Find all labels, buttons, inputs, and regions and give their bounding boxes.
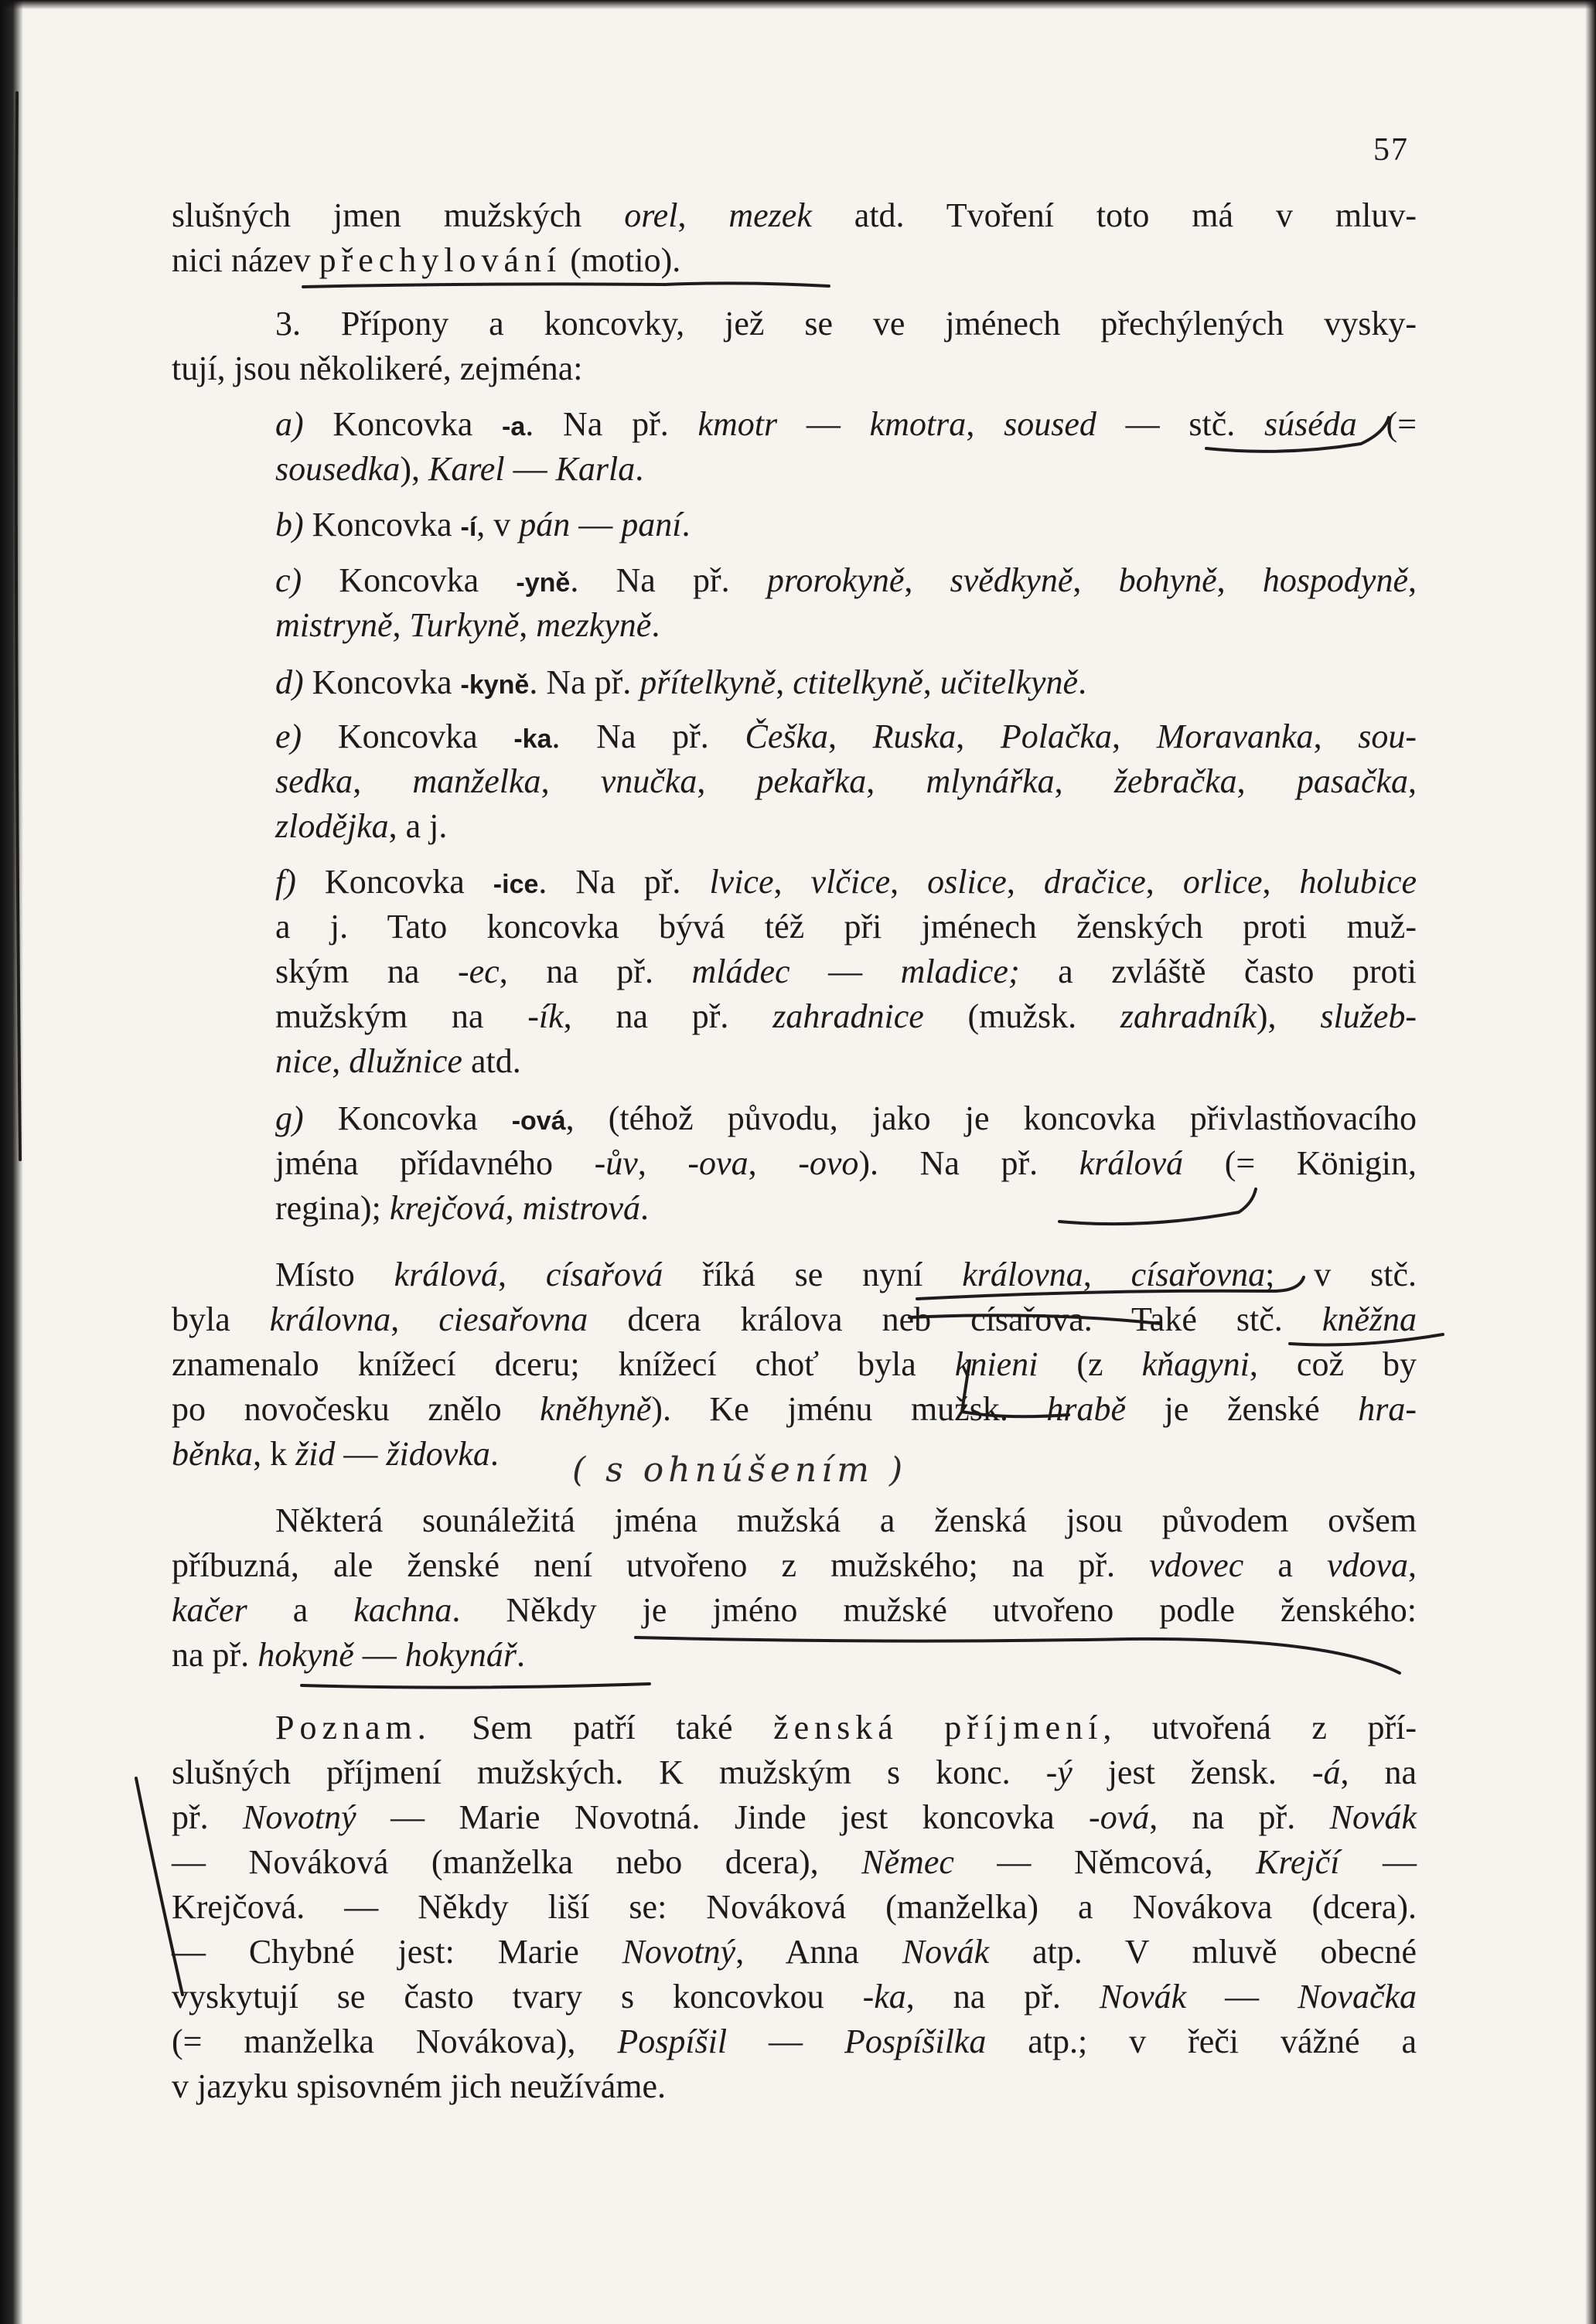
text-run: . Někdy je jméno mužské utvořeno podle ženského: [452, 1591, 1417, 1629]
text-line [172, 1342, 1417, 1387]
text-run: . [681, 506, 691, 544]
text-run: vyskytují se často tvary s koncovkou [172, 1978, 863, 2016]
text-run: prorokyně [766, 561, 905, 599]
text-run: a zvláště často proti [1019, 952, 1417, 990]
text-run: , k [253, 1435, 296, 1473]
text-run: sousedka [275, 450, 401, 488]
text-run: — Němcová, [953, 1843, 1257, 1881]
text-run: Polačka [1000, 717, 1113, 755]
text-run: . [651, 606, 660, 644]
text-run: . [489, 1435, 499, 1473]
text-line [275, 949, 1417, 994]
text-run: . [516, 1636, 525, 1674]
text-run: , na př. [563, 997, 773, 1035]
text-run: , [1408, 762, 1417, 800]
text-run: Poznam. [275, 1709, 431, 1746]
text-run: zlodějka [275, 807, 389, 845]
text-run: po novočesku znělo [172, 1390, 541, 1428]
text-run: nice [275, 1042, 332, 1080]
text-run: hrabě [1046, 1390, 1127, 1428]
text-run: , [332, 1042, 350, 1080]
text-run: — Chybné jest: Marie [172, 1933, 622, 1971]
text-run: , [498, 1256, 546, 1293]
text-line [172, 2019, 1417, 2064]
text-run: Karla [555, 450, 636, 488]
text-run: , [1236, 762, 1297, 800]
text-run: — Nováková (manželka nebo dcera), [172, 1843, 862, 1881]
text-run: kňagyni [1141, 1345, 1250, 1383]
text-run: a [247, 1591, 354, 1629]
text-run: Některá sounáležitá jména mužská a ženská jsou původem ovšem [275, 1501, 1417, 1539]
text-line [172, 1387, 1417, 1432]
text-run: , na [1340, 1753, 1417, 1791]
text-run: dračice [1043, 863, 1146, 901]
text-run: . [1078, 663, 1087, 701]
text-run: , [1313, 717, 1359, 755]
text-run: , [866, 762, 926, 800]
text-run: — [570, 506, 622, 544]
text-run: , [1112, 717, 1157, 755]
text-run: učitelkyně [940, 663, 1079, 701]
text-line [172, 1297, 1417, 1342]
text-run: mistryně [275, 606, 393, 644]
text-line [275, 447, 1417, 492]
text-run: a j. Tato koncovka bývá též při jménech ženských proti muž- [275, 908, 1417, 946]
text-run: Koncovka [303, 506, 461, 544]
text-run: Koncovka [302, 561, 517, 599]
text-run: . Na př. [538, 863, 710, 901]
text-run: , [904, 561, 950, 599]
text-run: mezkyně [536, 606, 652, 644]
text-run: jména přídavného [275, 1144, 595, 1182]
text-run: slušných jmen mužských [172, 196, 625, 234]
text-run: , [1006, 863, 1044, 901]
text-run: ; v stč. [1265, 1256, 1417, 1293]
text-run: Novotný [243, 1798, 356, 1836]
text-run: orlice [1182, 863, 1263, 901]
text-run: ). Na př. [858, 1144, 1079, 1182]
text-run: -kyně [460, 670, 530, 700]
text-run: (= Königin, [1183, 1144, 1417, 1182]
text-run: svědkyně [950, 561, 1073, 599]
text-line [172, 193, 1417, 238]
text-run: d) [275, 663, 304, 701]
text-run: služeb- [1320, 997, 1417, 1035]
text-run: Koncovka [303, 663, 461, 701]
text-run: c) [275, 561, 302, 599]
text-run: . Na př. [570, 561, 767, 599]
text-run: — [504, 450, 556, 488]
text-line [172, 1795, 1417, 1840]
text-run: b) [275, 506, 304, 544]
text-run: nici název [172, 241, 319, 279]
text-run: přítelkyně [639, 663, 776, 701]
text-line [275, 860, 1417, 905]
text-run: — [777, 405, 870, 443]
text-run: (z [1038, 1345, 1142, 1383]
text-run: -ova [687, 1144, 749, 1182]
text-run: kněhyně [540, 1390, 652, 1428]
text-run: vdovec [1149, 1546, 1244, 1584]
text-run: — [789, 952, 901, 990]
text-run: , [637, 1144, 688, 1182]
text-run: — [1339, 1843, 1417, 1881]
text-run: Koncovka [302, 717, 514, 755]
text-run: mužským na [275, 997, 528, 1035]
book-spine-shadow [0, 0, 23, 2324]
text-run: , [1216, 561, 1263, 599]
text-run: . [635, 450, 644, 488]
text-run: -ovo [798, 1144, 859, 1182]
text-run: , [828, 717, 873, 755]
text-run: f) [275, 863, 296, 901]
text-run: holubice [1299, 863, 1417, 901]
text-run: Novák [1099, 1978, 1187, 2016]
text-line [172, 2064, 1417, 2109]
text-run: , [1408, 561, 1417, 599]
text-run: mezek [728, 196, 812, 234]
text-run: ), [1256, 997, 1321, 1035]
text-run: Koncovka [303, 405, 503, 443]
text-line [172, 1588, 1417, 1633]
text-run: , na př. [1149, 1798, 1330, 1836]
text-line [275, 905, 1417, 949]
text-run: -a [502, 412, 526, 441]
text-run: mlynářka [926, 762, 1055, 800]
text-run: , [677, 196, 729, 234]
text-run: , [1083, 1256, 1131, 1293]
text-run: -ka [862, 1978, 906, 2016]
handwritten-note: ( s ohnúšením ) [572, 1450, 908, 1490]
text-line [275, 994, 1417, 1039]
text-run: oslice [927, 863, 1007, 901]
text-run: vlčice [810, 863, 891, 901]
text-run: lvice [709, 863, 774, 901]
text-line [275, 558, 1417, 603]
text-run: kmotr [697, 405, 778, 443]
text-run: hokynář [404, 1636, 517, 1674]
text-line [275, 1141, 1417, 1186]
text-run: atd. [462, 1042, 521, 1080]
text-run: , [1408, 1546, 1417, 1584]
text-line [275, 714, 1417, 759]
text-run: sedka [275, 762, 353, 800]
text-run: , Anna [735, 1933, 902, 1971]
text-run: králová [394, 1256, 498, 1293]
text-run: ciesařovna [438, 1300, 588, 1338]
text-run: mistrová [522, 1189, 641, 1227]
text-run: -ová [1089, 1798, 1150, 1836]
text-run: súséda [1264, 405, 1357, 443]
text-run: sou- [1358, 717, 1417, 755]
text-run: , [748, 1144, 799, 1182]
text-run: Novák [902, 1933, 990, 1971]
text-run: v jazyku spisovném jich neužíváme. [172, 2067, 667, 2105]
text-run: císařová [545, 1256, 663, 1293]
top-edge-shadow [0, 0, 1596, 9]
text-run: — Marie Novotná. Jinde jest koncovka [356, 1798, 1090, 1836]
text-run: g) [275, 1099, 304, 1137]
text-run: — [353, 1636, 405, 1674]
text-line [172, 1750, 1417, 1795]
text-run: -ice [493, 870, 539, 899]
text-run: , [390, 1300, 439, 1338]
text-run: císařovna [1130, 1256, 1266, 1293]
text-run: zahradník [1120, 997, 1257, 1035]
text-run: , [922, 663, 940, 701]
text-run: , [541, 762, 601, 800]
text-run: (motio). [561, 241, 681, 279]
text-run: (= [1356, 405, 1417, 443]
text-line [275, 1252, 1417, 1297]
text-run: , [1073, 561, 1119, 599]
text-run: hra- [1358, 1390, 1417, 1428]
text-run: , [1262, 863, 1300, 901]
text-run: kmotra [869, 405, 967, 443]
text-run: vdova [1326, 1546, 1408, 1584]
text-run: . Na př. [551, 717, 745, 755]
text-run: , [956, 717, 1001, 755]
text-line [172, 1543, 1417, 1588]
text-run: hokyně [257, 1636, 354, 1674]
text-run: -á [1311, 1753, 1341, 1791]
text-run: Turkyně [409, 606, 520, 644]
text-run: , v [476, 506, 520, 544]
text-run: Pospíšil [617, 2022, 728, 2060]
text-run: Krejčí [1256, 1843, 1340, 1881]
text-run: -ová [511, 1106, 566, 1136]
text-line [275, 1706, 1417, 1750]
text-run: královna [962, 1256, 1083, 1293]
text-run: -ý [1045, 1753, 1073, 1791]
text-run: Pospíšilka [844, 2022, 987, 2060]
text-line [275, 660, 1417, 705]
text-run: krejčová [389, 1189, 506, 1227]
text-run: na př. [172, 1636, 258, 1674]
text-run: Moravanka [1156, 717, 1314, 755]
text-run: . [640, 1189, 650, 1227]
text-run: mladice; [900, 952, 1020, 990]
text-line [172, 238, 1417, 283]
text-run: říká se nyní [663, 1256, 963, 1293]
text-run: Češka [745, 717, 828, 755]
text-run: (= manželka Novákova), [172, 2022, 618, 2060]
text-run: paní [621, 506, 682, 544]
text-run: vnučka [600, 762, 697, 800]
text-run: -ův [594, 1144, 638, 1182]
text-run: žid [295, 1435, 336, 1473]
text-run: . Na př. [525, 405, 698, 443]
text-run: , a j. [388, 807, 448, 845]
text-run: -ec [457, 952, 500, 990]
text-run: , na př. [905, 1978, 1100, 2016]
text-run: ctitelkyně [793, 663, 923, 701]
text-run: Koncovka [303, 1099, 512, 1137]
text-run: zahradnice [772, 997, 924, 1035]
text-run: , na př. [499, 952, 692, 990]
text-run: Koncovka [295, 863, 493, 901]
text-run: , [966, 405, 1004, 443]
text-run: Němec [861, 1843, 954, 1881]
text-run: židovka [386, 1435, 490, 1473]
text-run: dlužnice [349, 1042, 462, 1080]
text-run: orel [624, 196, 678, 234]
text-run: znamenalo knížecí dceru; knížecí choť byla [172, 1345, 955, 1383]
text-run: , [773, 863, 811, 901]
text-run: slušných příjmení mužských. K mužským s konc. [172, 1753, 1046, 1791]
underline-prechylovani [303, 283, 829, 287]
text-run: a) [275, 405, 304, 443]
text-run: Novotný [622, 1933, 736, 1971]
underline-hokyne [302, 1684, 650, 1688]
text-run: , [1145, 863, 1183, 901]
text-line [172, 346, 1417, 391]
text-run: , což by [1249, 1345, 1417, 1383]
text-run: byla [172, 1300, 270, 1338]
text-run: tují, jsou několikeré, zejména: [172, 349, 583, 387]
text-run: a [1243, 1546, 1327, 1584]
text-run: kačer [172, 1591, 247, 1629]
text-run: soused [1004, 405, 1096, 443]
text-run: , [505, 1189, 523, 1227]
text-run: králová [1079, 1144, 1184, 1182]
text-run: . Na př. [529, 663, 640, 701]
text-run: Novák [1329, 1798, 1417, 1836]
text-run: královna [269, 1300, 391, 1338]
text-run: je ženské [1126, 1390, 1359, 1428]
text-run: manželka [412, 762, 541, 800]
text-run: regina); [275, 1189, 390, 1227]
text-line [172, 1975, 1417, 2019]
text-line [275, 402, 1417, 447]
text-run: , [353, 762, 413, 800]
text-run: jest žensk. [1072, 1753, 1312, 1791]
text-run: přechylování [319, 241, 562, 279]
text-run: dcera králova neb císařova. Také stč. [588, 1300, 1322, 1338]
text-run: — [1186, 1978, 1298, 2016]
text-run: pasačka [1296, 762, 1409, 800]
text-run: -í [460, 513, 477, 542]
text-run: 3. Přípony a koncovky, jež se ve jménech přechýlených vysky- [275, 305, 1417, 342]
text-run: ským na [275, 952, 458, 990]
text-run: , utvořená z pří- [1103, 1709, 1417, 1746]
text-run: atp.; v řeči vážné a [986, 2022, 1417, 2060]
text-run: mládec [691, 952, 790, 990]
text-run: Sem patří také [431, 1709, 774, 1746]
text-run: (mužsk. [923, 997, 1120, 1035]
text-line [172, 1930, 1417, 1975]
text-run: , [697, 762, 757, 800]
text-run: , [890, 863, 928, 901]
text-line [275, 302, 1417, 346]
text-line [172, 1885, 1417, 1930]
text-run: -ka [513, 724, 552, 754]
text-run: — stč. [1096, 405, 1265, 443]
text-run: -yně [516, 568, 571, 598]
text-run: ženská příjmení [773, 1709, 1103, 1746]
text-run: Karel [428, 450, 505, 488]
text-run: , (téhož původu, jako je koncovka přivlastňovacího [565, 1099, 1417, 1137]
text-run: Místo [275, 1256, 394, 1293]
text-line [275, 1186, 1417, 1231]
text-run: ), [400, 450, 428, 488]
text-run: ). Ke jménu mužsk. [651, 1390, 1047, 1428]
text-run: atp. V mluvě obecné [989, 1933, 1417, 1971]
text-run: př. [172, 1798, 244, 1836]
text-line [275, 759, 1417, 804]
text-line [275, 1096, 1417, 1141]
text-line [275, 503, 1417, 547]
text-run: Ruska [872, 717, 957, 755]
text-line [275, 804, 1417, 849]
text-line [172, 1633, 1417, 1678]
text-run: běnka [172, 1435, 254, 1473]
right-edge-shadow [1585, 0, 1596, 2324]
text-run: kněžna [1321, 1300, 1417, 1338]
text-run: Novačka [1298, 1978, 1417, 2016]
text-run: , [1054, 762, 1114, 800]
text-line [275, 1039, 1417, 1084]
text-line [275, 1498, 1417, 1543]
text-run: příbuzná, ale ženské není utvořeno z mužského; na př. [172, 1546, 1150, 1584]
text-line [172, 1840, 1417, 1885]
text-run: Krejčová. — Někdy liší se: Nováková (manželka) a Novákova (dcera). [172, 1888, 1417, 1926]
text-run: bohyně [1118, 561, 1217, 599]
text-run: hospodyně [1262, 561, 1408, 599]
text-run: atd. Tvoření toto má v mluv- [811, 196, 1417, 234]
text-run: — [335, 1435, 387, 1473]
text-run: kachna [353, 1591, 452, 1629]
text-line [275, 603, 1417, 648]
text-run: žebračka [1113, 762, 1237, 800]
text-run: — [727, 2022, 844, 2060]
text-run: knieni [954, 1345, 1038, 1383]
text-run: pekařka [756, 762, 867, 800]
text-run: -ík [527, 997, 564, 1035]
text-run: , [519, 606, 537, 644]
text-run: , [392, 606, 410, 644]
page-number: 57 [1373, 132, 1409, 168]
text-run: e) [275, 717, 302, 755]
text-run: , [776, 663, 793, 701]
text-run: pán [519, 506, 571, 544]
